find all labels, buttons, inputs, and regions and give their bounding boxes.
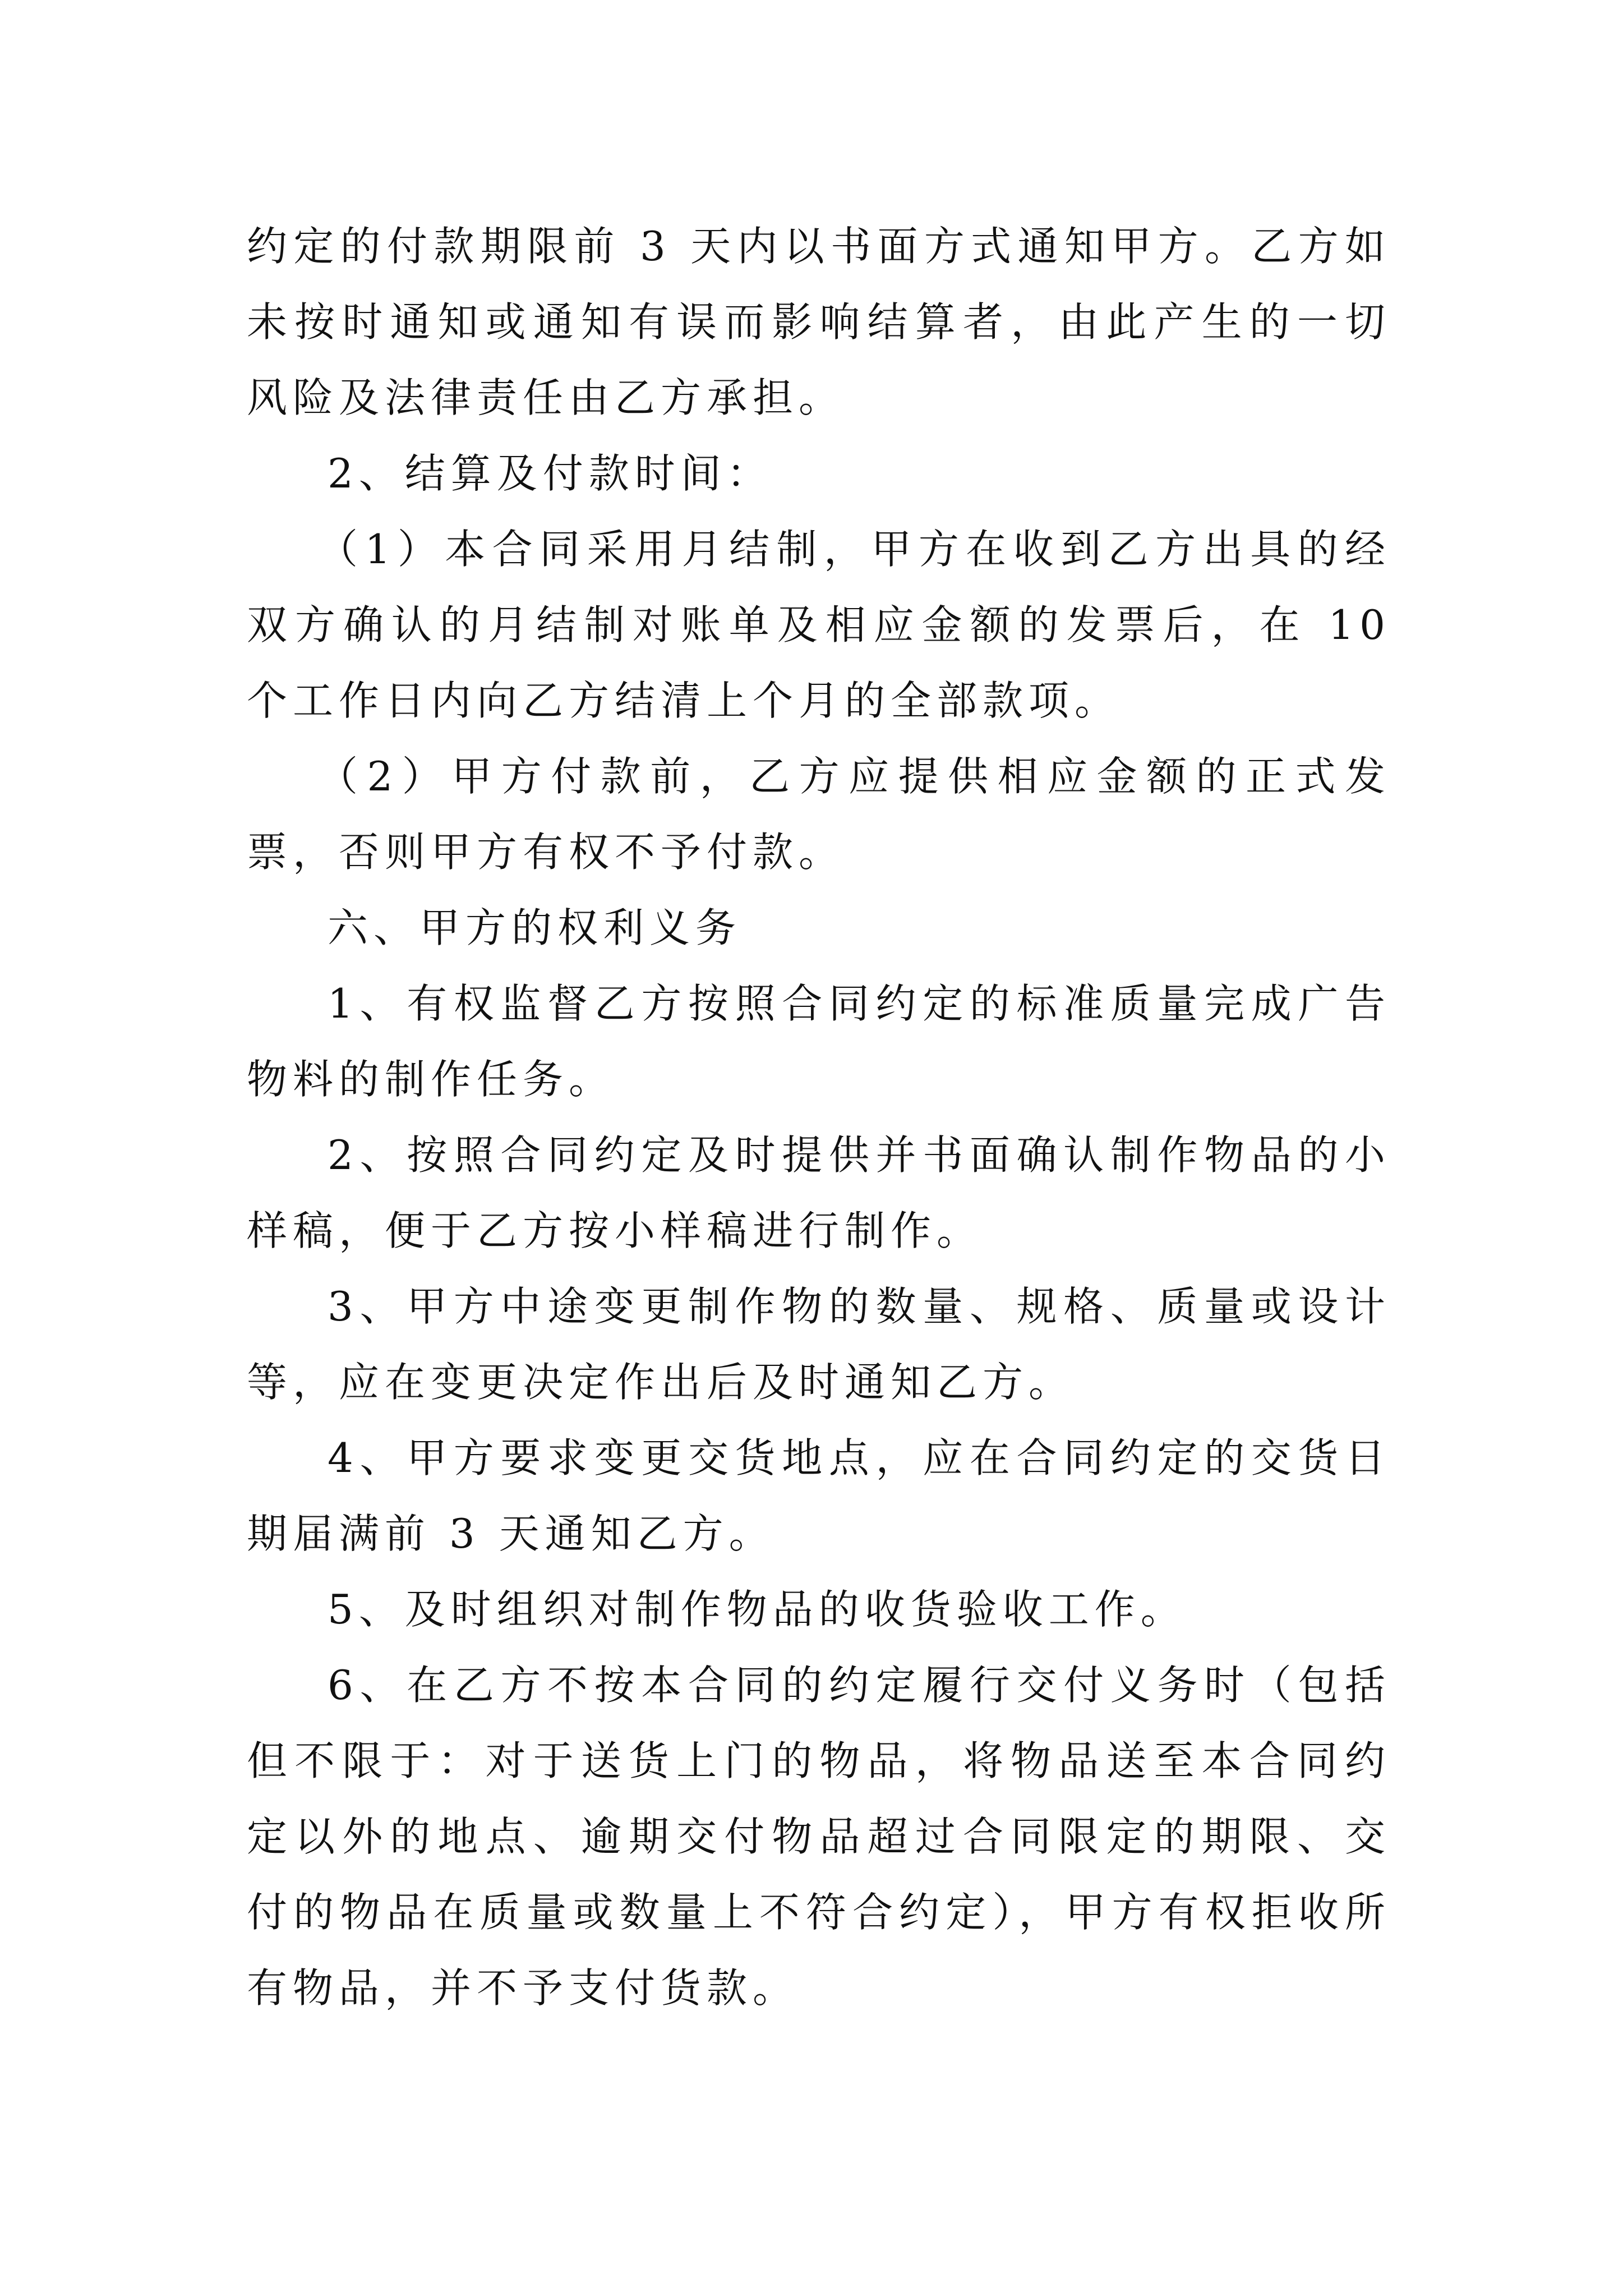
paragraph-right-3: 3、甲方中途变更制作物的数量、规格、质量或设计等，应在变更决定作出后及时通知乙方。 [247, 1283, 1391, 1406]
paragraph-right-2: 2、按照合同约定及时提供并书面确认制作物品的小样稿，便于乙方按小样稿进行制作。 [247, 1131, 1391, 1254]
paragraph-settlement-invoice: （2）甲方付款前，乙方应提供相应金额的正式发票，否则甲方有权不予付款。 [247, 753, 1391, 876]
paragraph-settlement-monthly: （1）本合同采用月结制，甲方在收到乙方出具的经双方确认的月结制对账单及相应金额的发票后，在 10 个工作日内向乙方结清上个月的全部款项。 [247, 526, 1391, 724]
paragraph-right-4: 4、甲方要求变更交货地点，应在合同约定的交货日期届满前 3 天通知乙方。 [247, 1434, 1391, 1557]
paragraph-right-6: 6、在乙方不按本合同的约定履行交付义务时（包括但不限于：对于送货上门的物品，将物品送至本合同约定以外的地点、逾期交付物品超过合同限定的期限、交付的物品在质量或数量上不符合约定），甲方有权拒收所有物品，并不予支付货款。 [247, 1662, 1391, 2012]
paragraph-payment-notice: 约定的付款期限前 3 天内以书面方式通知甲方。乙方如未按时通知或通知有误而影响结算者，由此产生的一切风险及法律责任由乙方承担。 [247, 223, 1391, 421]
section-heading-party-a-rights: 六、甲方的权利义务 [328, 904, 742, 951]
paragraph-right-5: 5、及时组织对制作物品的收货验收工作。 [328, 1586, 1187, 1633]
document-body [247, 209, 1391, 2026]
paragraph-settlement-heading: 2、结算及付款时间： [328, 450, 773, 497]
paragraph-right-1: 1、有权监督乙方按照合同约定的标准质量完成广告物料的制作任务。 [247, 980, 1391, 1103]
